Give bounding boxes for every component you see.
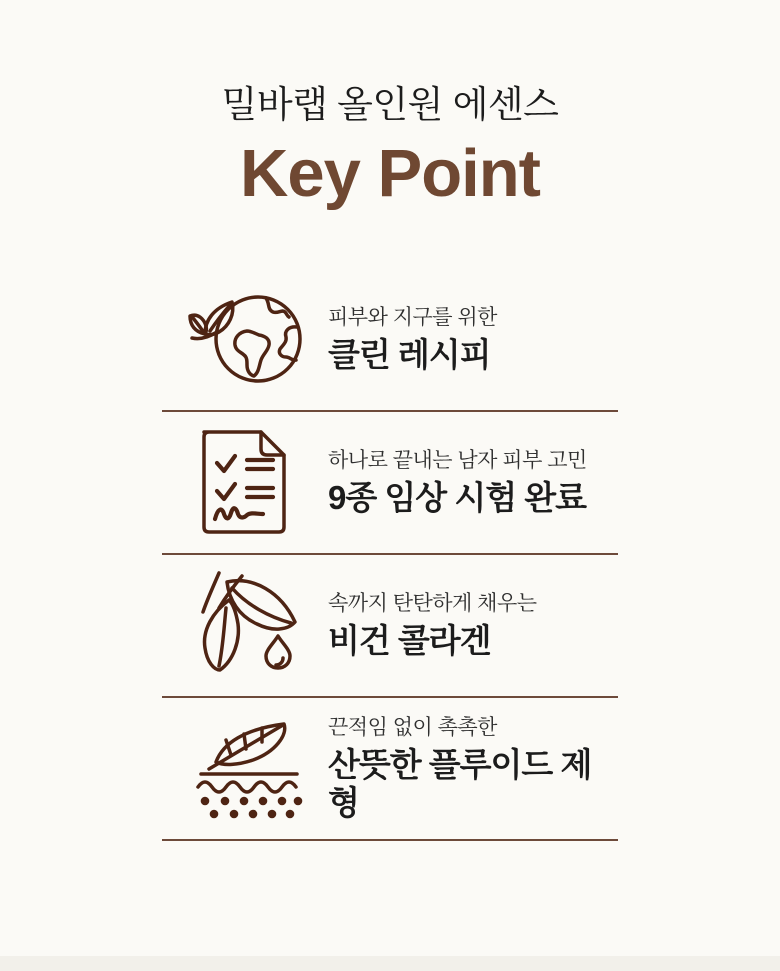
section-header bbox=[0, 0, 780, 209]
feature-title: 클린 레시피 bbox=[328, 336, 491, 374]
feature-text bbox=[328, 305, 618, 374]
feature-caption: 하나로 끝내는 남자 피부 고민 bbox=[328, 448, 587, 472]
feature-text bbox=[328, 715, 618, 822]
section-title: Key Point bbox=[240, 135, 540, 211]
product-name: 밀바랩 올인원 에센스 bbox=[221, 84, 559, 125]
clinical-checklist-icon bbox=[162, 427, 328, 537]
feature-row-fluid-texture bbox=[162, 698, 618, 841]
earth-with-leaves-icon bbox=[162, 289, 328, 389]
feature-row-vegan-collagen bbox=[162, 555, 618, 698]
vegan-leaves-drop-icon bbox=[162, 569, 328, 681]
feature-title: 9종 임상 시험 완료 bbox=[328, 479, 587, 517]
bottom-strip bbox=[0, 956, 780, 971]
feather-skin-texture-icon bbox=[162, 712, 328, 824]
feature-title: 비건 콜라겐 bbox=[328, 622, 491, 660]
feature-caption: 피부와 지구를 위한 bbox=[328, 305, 497, 329]
feature-list bbox=[162, 269, 618, 841]
feature-text bbox=[328, 448, 618, 517]
feature-title: 산뜻한 플루이드 제형 bbox=[328, 746, 592, 821]
feature-caption: 속까지 탄탄하게 채우는 bbox=[328, 591, 537, 615]
feature-caption: 끈적임 없이 촉촉한 bbox=[328, 715, 497, 739]
feature-row-clean-recipe bbox=[162, 269, 618, 412]
feature-text bbox=[328, 591, 618, 660]
feature-row-clinical-tests bbox=[162, 412, 618, 555]
